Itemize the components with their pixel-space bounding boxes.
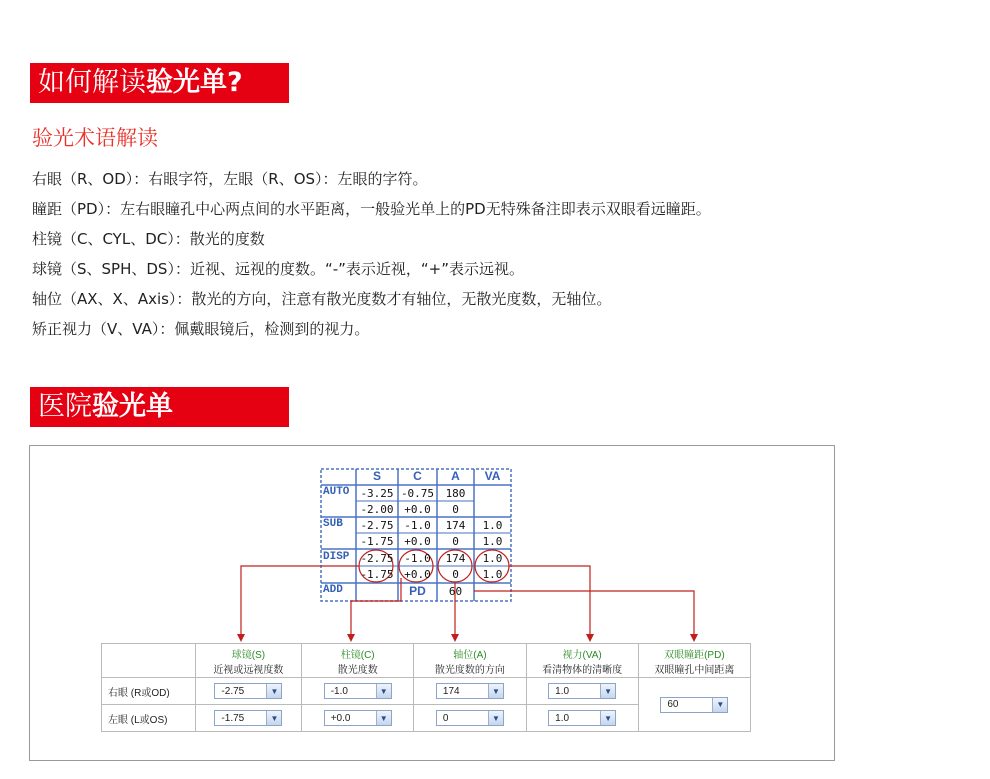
form-corner — [102, 644, 196, 678]
receipt-header-c: C — [413, 469, 422, 483]
section-banner-how-to-read — [30, 63, 289, 103]
receipt-cell: -3.25 — [360, 487, 394, 500]
chevron-down-icon: ▼ — [376, 684, 391, 698]
receipt-cell: 1.0 — [482, 552, 503, 565]
receipt-cell: 1.0 — [482, 535, 503, 548]
left-eye-a-select[interactable] — [436, 710, 504, 726]
receipt-header-a: A — [451, 469, 460, 483]
select-value: +0.0 — [330, 712, 351, 724]
receipt-cell: 0 — [452, 568, 459, 581]
chevron-down-icon: ▼ — [488, 684, 503, 698]
right-eye-c-cell — [302, 678, 414, 705]
left-eye-c-cell — [302, 705, 414, 732]
header-desc: 散光度数 — [337, 664, 378, 676]
receipt-cell: -1.0 — [404, 519, 431, 532]
form-header-pd — [638, 644, 750, 678]
right-eye-va-select[interactable] — [548, 683, 616, 699]
receipt-cell: +0.0 — [404, 568, 431, 581]
chevron-down-icon: ▼ — [600, 711, 615, 725]
receipt-row-sub: SUB — [323, 518, 343, 530]
left-eye-s-cell — [195, 705, 301, 732]
receipt-row-auto: AUTO — [323, 486, 350, 498]
receipt-row-add: ADD — [323, 584, 343, 596]
receipt-cell: 0 — [452, 535, 459, 548]
receipt-cell: +0.0 — [404, 503, 431, 516]
receipt-cell: -0.75 — [400, 487, 435, 500]
header-title: 球镜(S) — [231, 649, 266, 661]
header-desc: 看清物体的清晰度 — [542, 664, 623, 676]
banner-text: 如何解读 — [38, 67, 146, 98]
form-header-va — [526, 644, 638, 678]
term-eye-codes: 右眼（R、OD）：右眼字符，左眼（R、OS）：左眼的字符。 — [32, 170, 428, 188]
left-eye-a-cell — [414, 705, 526, 732]
left-eye-va-select[interactable] — [548, 710, 616, 726]
right-eye-c-select[interactable] — [324, 683, 392, 699]
receipt-cell: 174 — [445, 552, 466, 565]
chevron-down-icon: ▼ — [376, 711, 391, 725]
header-title: 轴位(A) — [453, 649, 487, 661]
receipt-cell: +0.0 — [404, 535, 431, 548]
prescription-form — [101, 643, 751, 732]
receipt-row-disp: DISP — [323, 551, 350, 563]
select-value: 60 — [667, 699, 679, 710]
chevron-down-icon: ▼ — [266, 711, 281, 725]
select-value: 1.0 — [555, 712, 570, 724]
receipt-cell: -1.75 — [360, 568, 394, 581]
receipt-pd-value: 60 — [448, 585, 463, 598]
right-eye-label: 右眼 (R或OD) — [102, 678, 196, 705]
left-eye-va-cell — [526, 705, 638, 732]
right-eye-s-select[interactable] — [214, 683, 282, 699]
select-value: -1.0 — [330, 685, 348, 697]
left-eye-c-select[interactable] — [324, 710, 392, 726]
term-axis: 轴位（AX、X、Axis）：散光的方向，注意有散光度数才有轴位，无散光度数，无轴位。 — [32, 290, 612, 308]
header-desc: 双眼瞳孔中间距离 — [654, 664, 735, 676]
header-desc: 散光度数的方向 — [434, 664, 505, 676]
select-value: -2.75 — [221, 685, 245, 697]
select-value: -1.75 — [221, 712, 245, 724]
receipt-cell: -2.75 — [360, 552, 394, 565]
banner-text: 医院 — [38, 391, 92, 422]
receipt-cell: -2.00 — [360, 503, 394, 516]
select-value: 0 — [442, 712, 449, 724]
term-va: 矫正视力（V、VA）：佩戴眼镜后，检测到的视力。 — [32, 320, 370, 338]
header-title: 柱镜(C) — [340, 649, 375, 661]
header-desc: 近视或远视度数 — [213, 664, 284, 676]
select-value: 1.0 — [555, 685, 570, 697]
right-eye-s-cell — [195, 678, 301, 705]
chevron-down-icon: ▼ — [488, 711, 503, 725]
terms-list — [32, 164, 711, 344]
right-eye-a-cell — [414, 678, 526, 705]
receipt-cell: 1.0 — [482, 568, 503, 581]
pd-select[interactable] — [660, 697, 728, 713]
form-header-s — [195, 644, 301, 678]
receipt-cell: -1.75 — [360, 535, 394, 548]
form-header-c — [302, 644, 414, 678]
header-title: 视力(VA) — [562, 649, 602, 661]
receipt-cell: 174 — [445, 519, 466, 532]
left-eye-s-select[interactable] — [214, 710, 282, 726]
section-banner-hospital — [30, 387, 289, 427]
term-cyl: 柱镜（C、CYL、DC）：散光的度数 — [32, 230, 265, 248]
receipt-cell: 180 — [445, 487, 466, 500]
banner-bold-text: 验光单? — [146, 67, 243, 98]
receipt-cell: 0 — [452, 503, 459, 516]
select-value: 174 — [442, 685, 460, 697]
receipt-header-va: VA — [484, 469, 501, 483]
receipt-pd-label: PD — [409, 584, 426, 598]
terms-subtitle: 验光术语解读 — [32, 126, 158, 150]
receipt-cell: 1.0 — [482, 519, 503, 532]
receipt-cell: -1.0 — [404, 552, 431, 565]
receipt-cell: -2.75 — [360, 519, 394, 532]
left-eye-label: 左眼 (L或OS) — [102, 705, 196, 732]
header-title: 双眼瞳距(PD) — [664, 649, 725, 661]
prescription-receipt — [320, 468, 512, 602]
form-header-a — [414, 644, 526, 678]
right-eye-a-select[interactable] — [436, 683, 504, 699]
pd-cell — [638, 678, 750, 732]
term-sph: 球镜（S、SPH、DS）：近视、远视的度数。“-”表示近视，“+”表示远视。 — [32, 260, 525, 278]
chevron-down-icon: ▼ — [600, 684, 615, 698]
receipt-header-s: S — [372, 469, 381, 483]
chevron-down-icon: ▼ — [712, 698, 727, 712]
term-pd: 瞳距（PD）：左右眼瞳孔中心两点间的水平距离，一般验光单上的PD无特殊备注即表示双眼看远瞳距。 — [32, 200, 711, 218]
right-eye-va-cell — [526, 678, 638, 705]
chevron-down-icon: ▼ — [266, 684, 281, 698]
banner-bold-text: 验光单 — [92, 391, 173, 422]
